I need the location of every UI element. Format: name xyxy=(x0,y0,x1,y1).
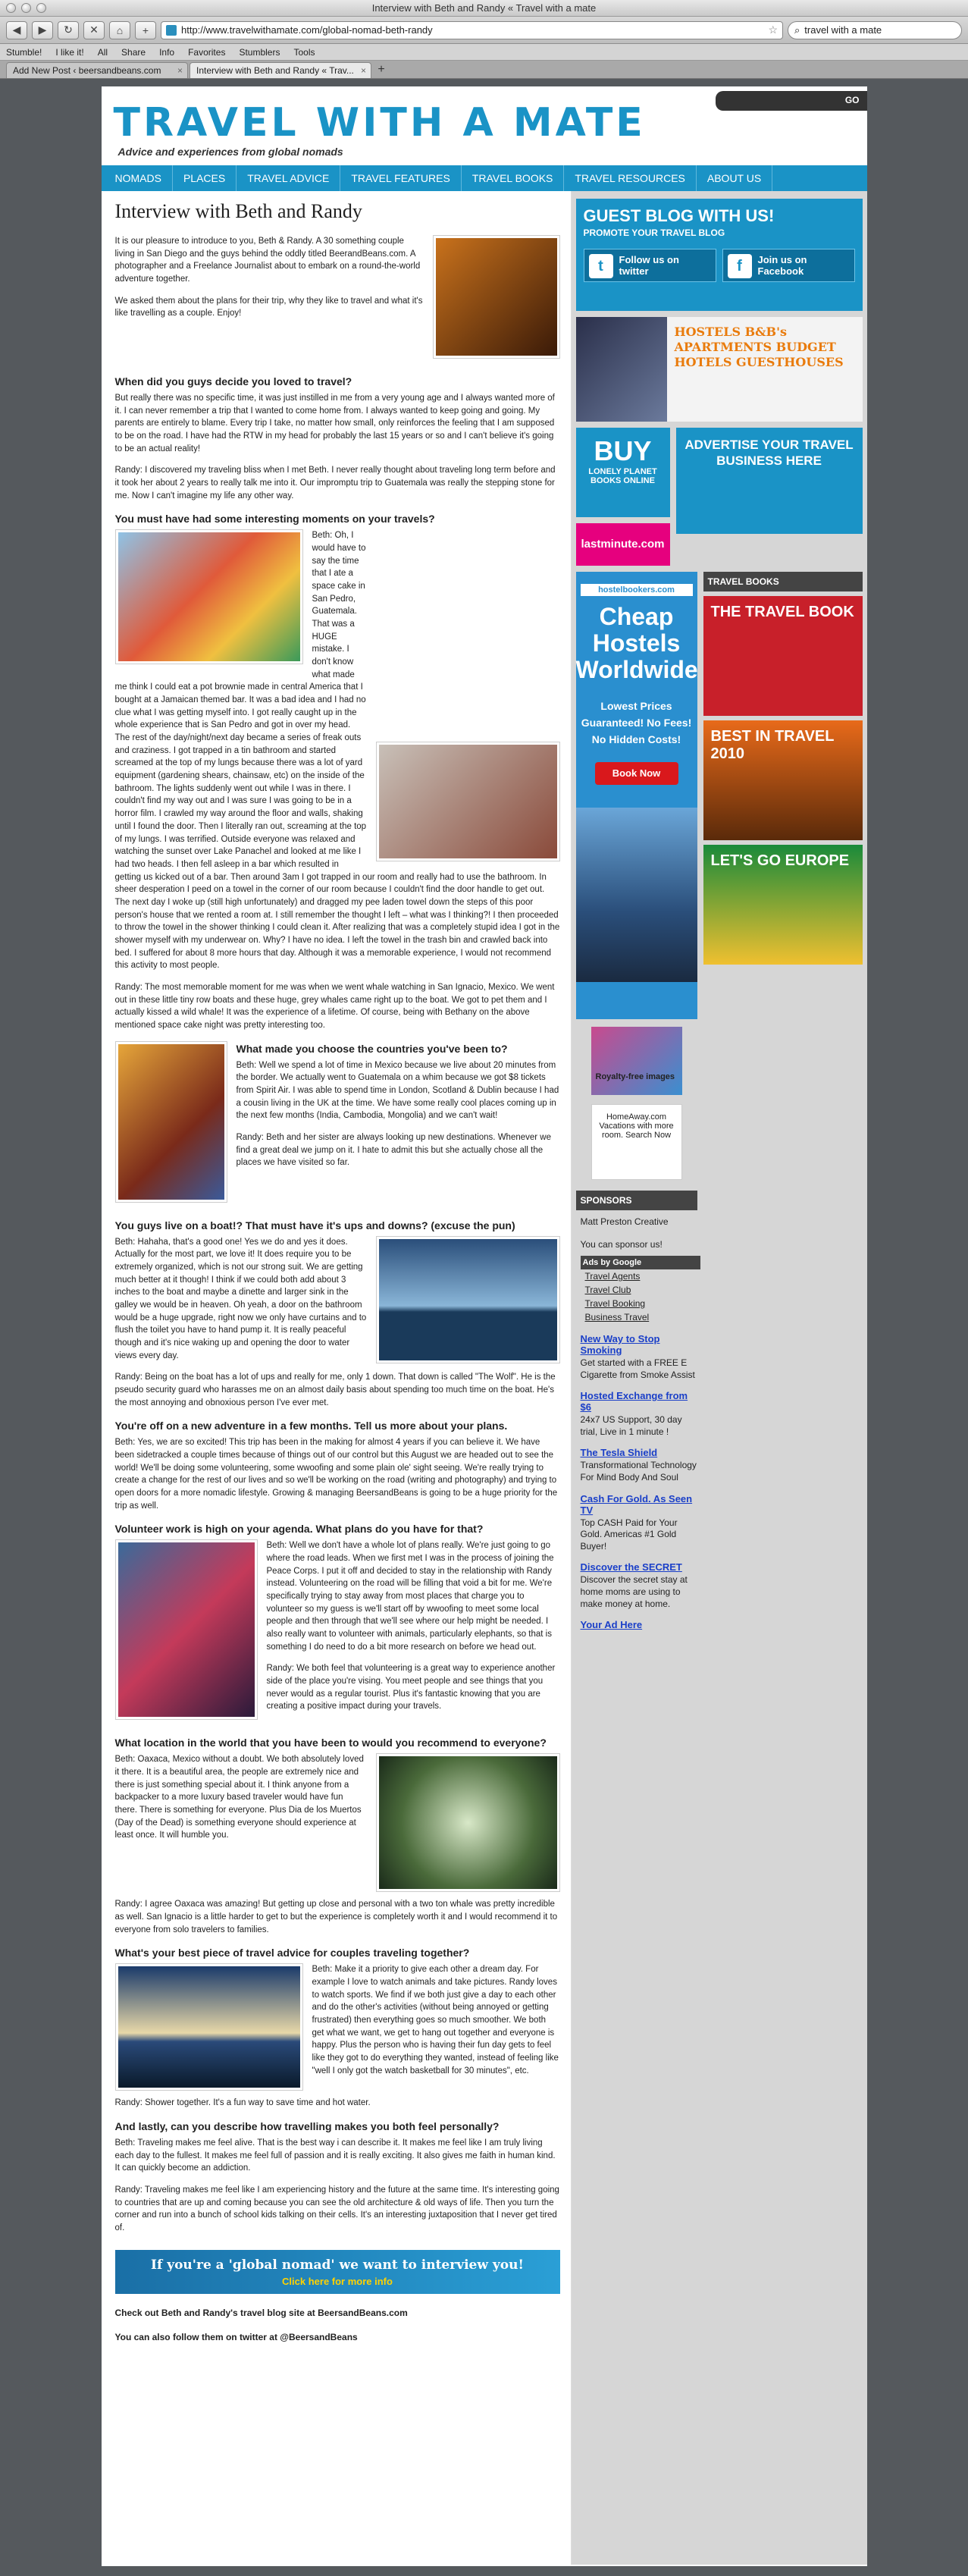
search-go-button[interactable]: GO xyxy=(844,95,860,105)
question-heading: You must have had some interesting moments on your travels? xyxy=(114,513,435,526)
ad-description: Discover the secret stay at home moms are using to make money at home. xyxy=(580,1574,688,1609)
site-favicon-icon xyxy=(166,25,177,36)
site-logo[interactable]: TRAVEL WITH A MATE xyxy=(113,100,646,146)
close-tab-icon[interactable]: × xyxy=(360,65,366,76)
answer-paragraph: Randy: I discovered my traveling bliss when I met Beth. I never really thought about traveling long term before and it took her about 2 years to really talk me into it. Our impromptu trip to Guatemala was really the stepping stone for me. Now I can't imagine my life any other way. xyxy=(114,466,556,500)
mural-photo xyxy=(115,529,303,664)
window-title: Interview with Beth and Randy « Travel with a mate xyxy=(371,2,597,14)
question-heading: Volunteer work is high on your agenda. What plans do you have for that? xyxy=(114,1523,484,1536)
forward-button[interactable]: ▶ xyxy=(32,21,53,39)
twitter-follow-button[interactable] xyxy=(584,249,716,282)
ad-link[interactable]: Travel Club xyxy=(584,1285,631,1295)
answer-paragraph: Beth: Make it a priority to give each other a dream day. For example I love to watch animals and take pictures. Randy loves to watch sports. We find if we both just give a day to each other and do the other's activities (without being annoyed or getting frustrated) then everything goes so much smoother. We both get what we want, we get to hang out together and everyone is happy. Plus the person who is having their fun day gets to feel like they got to do everything they wanted, instead of feeling like "well I only got the watch basketball for 30 minutes", etc. xyxy=(312,1965,559,2076)
bookmark-item[interactable]: Info xyxy=(159,46,175,58)
mountain-image xyxy=(576,808,697,982)
site-header xyxy=(102,86,867,165)
web-page xyxy=(102,86,867,2566)
zoom-window-icon[interactable] xyxy=(36,3,46,13)
guest-blog-title: GUEST BLOG WITH US! xyxy=(583,206,775,225)
bookmark-item[interactable]: Stumblers xyxy=(239,46,280,58)
google-ads xyxy=(576,1256,705,1630)
istock-ad[interactable]: Royalty-free images xyxy=(591,1027,682,1095)
ad-title[interactable]: Discover the SECRET xyxy=(580,1561,682,1574)
travel-books-heading: TRAVEL BOOKS xyxy=(703,572,863,591)
hostelbookers-copy: Lowest Prices Guaranteed! No Fees! No Hidden Costs! xyxy=(581,699,692,746)
window-titlebar xyxy=(0,0,968,17)
answer-paragraph: Randy: Beth and her sister are always looking up new destinations. Whenever we find a great deal we jump on it. I hate to admit this but she actually chose all the places we have visited so far. xyxy=(236,1132,552,1168)
nav-travel-features[interactable]: TRAVEL FEATURES xyxy=(340,165,461,191)
question-heading: You guys live on a boat!? That must have it's ups and downs? (excuse the pun) xyxy=(114,1219,515,1232)
facebook-label: Join us on Facebook xyxy=(757,254,807,277)
bookmark-item[interactable]: Share xyxy=(121,46,146,58)
browser-search-field[interactable] xyxy=(788,21,962,39)
question-heading: What location in the world that you have been to would you recommend to everyone? xyxy=(114,1737,547,1749)
ad-description: Transformational Technology For Mind Body And Soul xyxy=(580,1460,697,1483)
star-icon[interactable]: ☆ xyxy=(768,24,778,36)
bookmark-item[interactable]: I like it! xyxy=(55,46,84,58)
sponsors-heading: SPONSORS xyxy=(576,1191,697,1210)
page-title: Interview with Beth and Randy xyxy=(114,200,362,222)
question-heading: What's your best piece of travel advice for couples traveling together? xyxy=(114,1947,470,1959)
hostelbookers-headline: Cheap Hostels Worldwide xyxy=(575,603,698,684)
answer-paragraph: Randy: I agree Oaxaca was amazing! But getting up close and personal with a two ton whale was pretty incredible as well. San Ignacio is a little harder to get to but the experience is completely worth it and I would recommend it to everyone from solo travelers to families. xyxy=(114,1900,558,1934)
bookmark-item[interactable]: All xyxy=(97,46,108,58)
main-nav xyxy=(102,165,867,191)
bookmark-item[interactable]: Favorites xyxy=(188,46,226,58)
home-button[interactable]: ⌂ xyxy=(109,21,130,39)
tab-label: Interview with Beth and Randy « Trav... xyxy=(196,65,354,76)
article xyxy=(102,191,572,2565)
nav-travel-advice[interactable]: TRAVEL ADVICE xyxy=(237,165,340,191)
tab-strip xyxy=(0,61,968,79)
book-cover[interactable]: BEST IN TRAVEL 2010 xyxy=(703,720,863,840)
answer-paragraph: Beth: Oh, I would have to say the time that I ate a space cake in San Pedro, Guatemala. That was a HUGE mistake. I don't know what made me think I could eat a pot brownie made in central America that I bought at a Jamaican themed bar. It was a bad idea and I had no clue what I was getting myself into. I got really caught up in the whole experience that is San Pedro and got in over my head. The rest of the day/night/next day became a series of freak outs and craziness. I got trapped in a tin bathroom and started screamed at the top of my lungs because there was a lot of yard equipment (gardening shears, chainsaw, etc) on the inside of the bathroom. The lights suddenly went out while I was in there. I couldn't find my way out and I was sure I was going to be in a horror film. I crawled my way around the floor and walls, shaking until I found the door. Then I literally ran out, screaming at the top of my lungs. I was terrified. Outside everyone was relaxed and watching the sunset over Lake Panachel and looked at me like I had two heads. I then fell asleep in a bar which resulted in getting us kicked out of a bar. Then around 3am I got trapped in our room and really had to use the bathroom. In sheer desperation I peed on a towel in the corner of our room because I couldn't find the door handle to get out. The next day I woke up (still high unfortunately) and dragged my pee laden towel down the steps of this poor person's house that we rented a room at. I still remember the thought I left – what was I thinking?! I then proceeded to throw the towel in the shower thinking I could clean it. After realizing that was a completely stupid idea I got in the shower myself with my underwear on. Why? I have no idea. I left the towel in the trash bin and crawled back into bed. I suffered for about 8 more hours that day. Although it was a memorable experience, I would not recommend this activity to most people. xyxy=(114,531,560,971)
facebook-icon: f xyxy=(728,254,752,278)
advertise-here-ad[interactable]: ADVERTISE YOUR TRAVEL BUSINESS HERE xyxy=(676,428,863,534)
sailboat-photo xyxy=(376,1236,560,1363)
ads-heading: Ads by Google xyxy=(581,1256,700,1269)
question-heading: What made you choose the countries you've been to? xyxy=(236,1042,508,1055)
book-cover[interactable]: THE TRAVEL BOOK xyxy=(703,596,863,716)
add-bookmark-button[interactable]: + xyxy=(135,21,156,39)
nav-nomads[interactable]: NOMADS xyxy=(105,165,173,191)
lastminute-ad[interactable]: lastminute.com xyxy=(576,523,670,566)
guest-blog-subtitle: PROMOTE YOUR TRAVEL BLOG xyxy=(583,227,725,238)
book-now-button[interactable]: Book Now xyxy=(595,762,678,785)
answer-paragraph: Beth: Well we spend a lot of time in Mexico because we live about 20 minutes from the border. We actually went to Guatemala on a whim because we got $8 tickets from Spirit Air. I was able to spend time in London, Scotland & Dublin because I had a cousin living in the UK at the time. We have some really cool places coming up in the next few months (India, Cambodia, Mongolia) and we can't wait! xyxy=(236,1060,559,1121)
ad-description: Top CASH Paid for Your Gold. Americas #1 Gold Buyer! xyxy=(580,1517,678,1552)
back-button[interactable]: ◀ xyxy=(6,21,27,39)
twitter-link-line[interactable]: You can also follow them on twitter at @BeersandBeans xyxy=(114,2331,358,2342)
answer-paragraph: Beth: Hahaha, that's a good one! Yes we do and yes it does. Actually for the most part, we love it! It does require you to be extremely organized, which is not our strong suit. We are getting much better at it though! I think if we could both add about 3 inches to the boat and maybe a dinette and larger sink in the galley we would be in heaven. Oh yeah, a door on the bathroom would be a huge upgrade, right now we only have curtains and to flush the toilet you have to hand pump it. It is really peaceful though and it's nice waking up and opening the door to water views every day. xyxy=(114,1237,367,1360)
twitter-label: Follow us on twitter xyxy=(619,254,679,277)
sponsor-link[interactable]: Matt Preston Creative xyxy=(580,1216,669,1227)
hostelbookers-logo: hostelbookers.com xyxy=(581,584,693,596)
homeaway-ad[interactable]: HomeAway.com Vacations with more room. Search Now xyxy=(591,1104,682,1180)
question-heading: You're off on a new adventure in a few months. Tell us more about your plans. xyxy=(114,1420,508,1432)
question-heading: When did you guys decide you loved to travel? xyxy=(114,375,352,387)
ad-link[interactable]: Travel Booking xyxy=(584,1298,646,1309)
ad-description: 24x7 US Support, 30 day trial, Live in 1 minute ! xyxy=(580,1414,682,1437)
close-window-icon[interactable] xyxy=(6,3,16,13)
reload-button[interactable]: ↻ xyxy=(58,21,79,39)
lp-sub-label: LONELY PLANET BOOKS ONLINE xyxy=(588,467,657,485)
browser-toolbar xyxy=(0,17,968,44)
beach-photo xyxy=(115,1963,303,2091)
answer-paragraph: Randy: Shower together. It's a fun way to save time and hot water. xyxy=(114,2098,371,2108)
answer-paragraph: Beth: Traveling makes me feel alive. That is the best way i can describe it. It makes me feel like I am truly living each day to the fullest. It makes me feel full of passion and it is really exciting. It also gives me faith in human kind. It can quickly become an addiction. xyxy=(114,2138,556,2173)
nav-travel-resources[interactable]: TRAVEL RESOURCES xyxy=(564,165,696,191)
subway-photo xyxy=(376,1753,560,1892)
new-tab-button[interactable]: + xyxy=(377,63,385,76)
hostels-ad[interactable] xyxy=(576,317,863,422)
hostel-ad-text: HOSTELS B&B's APARTMENTS BUDGET HOTELS GUESTHOUSES xyxy=(667,317,863,422)
lonely-planet-ad[interactable] xyxy=(576,428,670,517)
answer-paragraph: Beth: Well we don't have a whole lot of plans really. We're just going to go where the road leads. When we first met I was in the process of joining the Peace Corps. I put it off and decided to stay in the relationship with Randy instead. Volunteering on the road will be filling that void a bit for me. We're specifically trying to stay away from most places that charge you to volunteer so my guess is we'll start off by wwoofing to meet some local people and then through that we'll see where our help might be needed. I also really want to volunteer with animals, particularly elephants, so that is something I do need to do a bit more research on before we head out. xyxy=(266,1541,554,1652)
answer-paragraph: But really there was no specific time, it was just instilled in me from a very young age and I always wanted more of it. I can never remember a trip that I wanted to come home from. I always wanted to keep going and going. My parents are entirely to blame. Every trip I take, no matter how small, only reinforces the feeling that I am supposed to be on the road. I have had the RTW in my head for probably the last 15 years or so and I can't believe it's going to be an actual reality! xyxy=(114,394,555,453)
children-photo xyxy=(115,1539,258,1720)
bookmark-item[interactable]: Tools xyxy=(293,46,315,58)
blog-link-line[interactable]: Check out Beth and Randy's travel blog site at BeersandBeans.com xyxy=(114,2307,408,2318)
intro-paragraph: It is our pleasure to introduce to you, Beth & Randy. A 30 something couple living in San Diego and the guys behind the oddly titled BeerandBeans.com. A photographer and a Freelance Journalist about to embark on a round-the-world adventure together. xyxy=(114,237,421,284)
ad-link[interactable]: Travel Agents xyxy=(584,1271,641,1282)
url-text[interactable]: http://www.travelwithamate.com/global-nomad-beth-randy xyxy=(181,24,433,36)
bookmarks-bar xyxy=(0,44,968,61)
search-icon: ⌕ xyxy=(794,24,800,36)
facebook-join-button[interactable] xyxy=(722,249,855,282)
tab-add-new-post[interactable] xyxy=(6,62,188,78)
sponsor-link[interactable]: You can sponsor us! xyxy=(580,1239,663,1250)
flags-photo xyxy=(115,1041,227,1203)
answer-paragraph: Randy: The most memorable moment for me was when we went whale watching in San Ignacio, Mexico. We went out in these little tiny row boats and these huge, grey whales came right up to the boat. We got to pet them and I actually kissed a wild whale! It was the experience of a lifetime. Of course, being with Bethany on the above mentioned space cake night was pretty interesting too. xyxy=(114,982,555,1030)
sidebar xyxy=(572,191,867,2565)
minimize-window-icon[interactable] xyxy=(21,3,31,13)
twitter-icon: t xyxy=(589,254,613,278)
hostelbookers-ad[interactable] xyxy=(576,572,697,1019)
nav-places[interactable]: PLACES xyxy=(173,165,237,191)
window-controls[interactable] xyxy=(6,3,46,13)
book-cover[interactable]: LET'S GO EUROPE xyxy=(703,845,863,965)
banner-headline: If you're a 'global nomad' we want to interview you! xyxy=(151,2257,524,2273)
hostel-ad-image xyxy=(576,317,667,422)
close-tab-icon[interactable]: × xyxy=(177,65,183,76)
answer-paragraph: Beth: Yes, we are so excited! This trip has been in the making for almost 4 years if you can believe it. We have been sidetracked a couple times because of things out of our control but this August we are headed out to see the world! We'll be doing some volunteering, some wwoofing and some plain ole' sight seeing. We're really trying to create a change for the rest of our lives and so we'll be working on the road (writing and photography) and trying to open doors for a more nomadic lifestyle. Growing & managing BeersandBeans is going to be a huge priority for the trip as well. xyxy=(114,1438,558,1511)
site-tagline: Advice and experiences from global nomads xyxy=(117,146,343,158)
tab-label: Add New Post ‹ beersandbeans.com xyxy=(13,65,161,76)
stop-button[interactable]: ✕ xyxy=(83,21,105,39)
guest-blog-promo[interactable] xyxy=(576,199,863,311)
sponsors-box xyxy=(576,1191,697,1256)
search-query[interactable]: travel with a mate xyxy=(804,24,882,36)
ad-description: Get started with a FREE E Cigarette from Smoke Assist xyxy=(580,1357,695,1380)
your-ad-here-link[interactable]: Your Ad Here xyxy=(580,1619,643,1631)
ad-title[interactable]: The Tesla Shield xyxy=(580,1447,658,1459)
bookmark-item[interactable]: Stumble! xyxy=(6,46,42,58)
ad-title[interactable]: Hosted Exchange from $6 xyxy=(580,1390,688,1414)
ad-link[interactable]: Business Travel xyxy=(584,1312,650,1323)
answer-paragraph: Randy: Traveling makes me feel like I am experiencing history and the future at the same time. It's interesting going to countries that are up and coming because you can see the old architecture & old ways of life. Then you turn the corner and run into a bunch of school kids talking on their cells. It's an interesting juxtaposition that I never get tired of. xyxy=(114,2185,559,2233)
site-search[interactable] xyxy=(716,91,867,111)
ad-title[interactable]: Cash For Gold. As Seen TV xyxy=(580,1492,693,1516)
nav-about-us[interactable]: ABOUT US xyxy=(697,165,772,191)
couple-photo xyxy=(433,235,560,359)
hammock-photo xyxy=(376,742,560,861)
lp-buy-label: BUY xyxy=(594,435,652,466)
answer-paragraph: Randy: Being on the boat has a lot of ups and really for me, only 1 down. That down is called "The Wolf". He is the pseudo security guard who harasses me on an almost daily basis about spending too much time on the boat. He's the most annoying and obnoxious person I've ever met. xyxy=(114,1373,556,1407)
question-heading: And lastly, can you describe how travelling makes you both feel personally? xyxy=(114,2120,500,2133)
nav-travel-books[interactable]: TRAVEL BOOKS xyxy=(462,165,565,191)
ad-title[interactable]: New Way to Stop Smoking xyxy=(580,1333,660,1356)
tab-interview[interactable] xyxy=(190,62,371,78)
intro-paragraph: We asked them about the plans for their trip, why they like to travel and what it's like travelling as a couple. Enjoy! xyxy=(114,296,423,318)
interview-banner[interactable] xyxy=(115,2250,560,2294)
address-bar[interactable] xyxy=(161,21,783,39)
answer-paragraph: Beth: Oaxaca, Mexico without a doubt. We both absolutely loved it there. It is a beautiful area, the people are extremely nice and there is just something special about it. I think anyone from a backpacker to a more luxury based traveler would have fun there. There is something for everyone. Plus Dia de los Muertos (Day of the Dead) is something everyone should experience at least once. It will humble you. xyxy=(114,1755,364,1840)
answer-paragraph: Randy: We both feel that volunteering is a great way to experience another side of the place you're vising. You meet people and see things that you never would as a regular tourist. Plus it's fantastic knowing that you are creating a positive impact during your travels. xyxy=(266,1664,556,1712)
banner-link[interactable]: Click here for more info xyxy=(282,2275,393,2287)
